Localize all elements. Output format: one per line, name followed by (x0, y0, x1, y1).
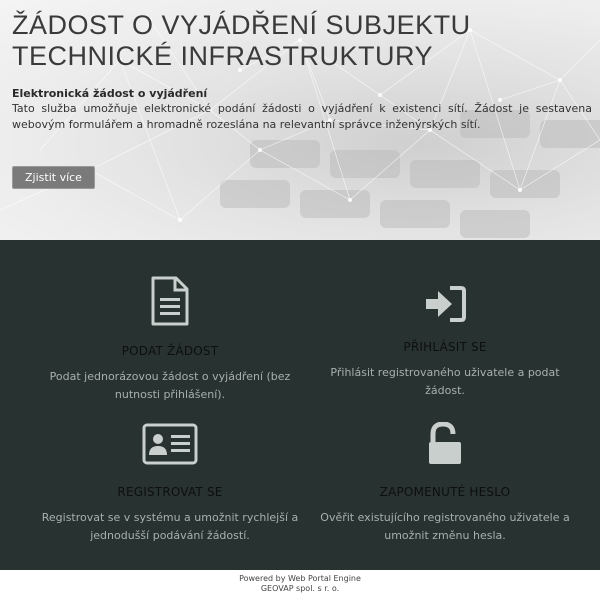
feature-sign-in[interactable] (300, 286, 590, 400)
feature-forgotten-password[interactable] (300, 422, 590, 545)
page-title: ŽÁDOST O VYJÁDŘENÍ SUBJEKTU TECHNICKÉ INFRASTRUKTURY (12, 10, 471, 71)
feature-title: PODAT ŽÁDOST (121, 344, 219, 358)
feature-description: Přihlásit registrovaného uživatele a podat žádost. (330, 366, 560, 397)
feature-title: PŘIHLÁSIT SE (403, 340, 487, 354)
footer (0, 574, 600, 594)
feature-title: REGISTROVAT SE (117, 485, 223, 499)
learn-more-button[interactable]: Zjistit více (12, 166, 95, 189)
feature-description: Podat jednorázovou žádost o vyjádření (bez nutnosti přihlášení). (49, 370, 291, 401)
id-card-icon (142, 423, 198, 465)
footer-powered-by: Powered by Web Portal Engine (239, 574, 361, 583)
hero-description: Tato služba umožňuje elektronické podání žádosti o vyjádření k existenci sítí. Žádost je sestavena webovým formulářem a hromadně rozeslána na relevantní správce inženýrských sítí. (12, 102, 592, 131)
document-icon (150, 276, 190, 326)
hero-subtitle: Elektronická žádost o vyjádření (12, 87, 208, 100)
feature-register[interactable] (25, 423, 315, 545)
feature-description: Ověřit existujícího registrovaného uživatele a umožnit změnu hesla. (320, 511, 570, 542)
feature-submit-request[interactable] (25, 276, 315, 404)
unlock-icon (427, 422, 463, 466)
sign-in-icon (424, 286, 466, 322)
feature-title: ZAPOMENUTÉ HESLO (379, 485, 511, 499)
feature-description: Registrovat se v systému a umožnit rychlejší a jednodušší podávání žádostí. (41, 511, 299, 542)
footer-company: GEOVAP spol. s r. o. (260, 584, 340, 593)
hero-banner (0, 0, 600, 240)
